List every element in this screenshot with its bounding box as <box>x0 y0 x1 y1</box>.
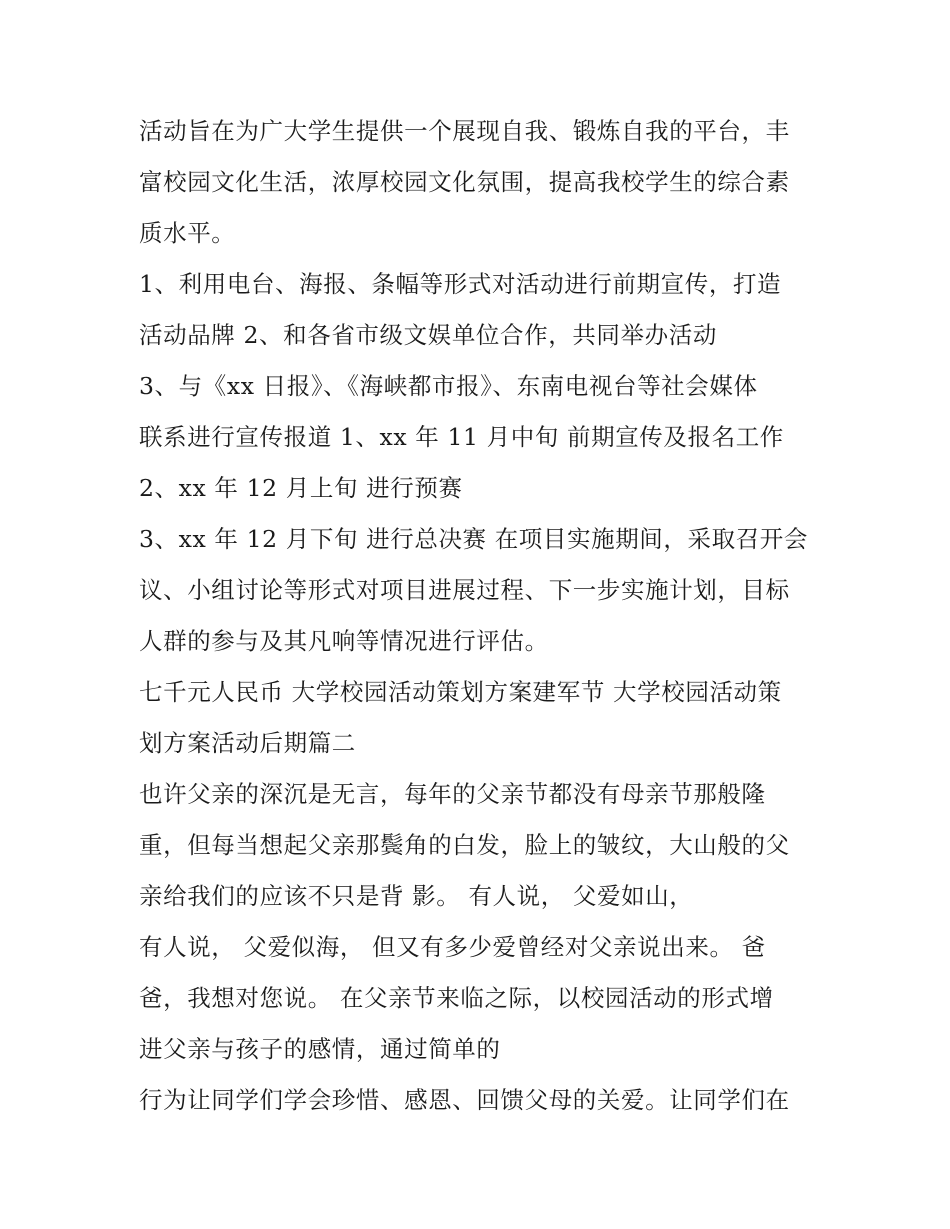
text-line: 活动旨在为广大学生提供一个展现自我、锻炼自我的平台，丰 <box>139 117 790 145</box>
text-line: 进父亲与孩子的感情，通过简单的 <box>139 1035 501 1063</box>
text-line: 3、xx 年 12 月下旬 进行总决赛 在项目实施期间，采取召开会 <box>139 525 809 553</box>
text-line: 活动品牌 2、和各省市级文娱单位合作，共同举办活动 <box>139 321 717 349</box>
text-line: 2、xx 年 12 月上旬 进行预赛 <box>139 474 463 502</box>
text-line: 爸，我想对您说。 在父亲节来临之际，以校园活动的形式增 <box>139 984 774 1012</box>
text-line: 重，但每当想起父亲那鬓角的白发，脸上的皱纹，大山般的父 <box>139 831 790 859</box>
text-line: 人群的参与及其凡响等情况进行评估。 <box>139 627 549 655</box>
text-line: 七千元人民币 大学校园活动策划方案建军节 大学校园活动策 <box>139 678 782 706</box>
text-line: 1、利用电台、海报、条幅等形式对活动进行前期宣传，打造 <box>139 270 782 298</box>
text-line: 富校园文化生活，浓厚校园文化氛围，提高我校学生的综合素 <box>139 168 790 196</box>
text-line: 行为让同学们学会珍惜、感恩、回馈父母的关爱。让同学们在 <box>139 1086 790 1114</box>
text-line: 3、与《xx 日报》、《海峡都市报》、东南电视台等社会媒体 <box>139 372 758 400</box>
document-body <box>139 106 829 1126</box>
text-line: 划方案活动后期篇二 <box>139 729 356 757</box>
text-line: 有人说， 父爱似海， 但又有多少爱曾经对父亲说出来。 爸 <box>139 933 766 961</box>
text-line: 也许父亲的深沉是无言，每年的父亲节都没有母亲节那般隆 <box>139 780 766 808</box>
text-line: 质水平。 <box>139 219 236 247</box>
text-line: 亲给我们的应该不只是背 影。 有人说， 父爱如山， <box>139 882 694 910</box>
text-line: 议、小组讨论等形式对项目进展过程、下一步实施计划，目标 <box>139 576 790 604</box>
text-line: 联系进行宣传报道 1、xx 年 11 月中旬 前期宣传及报名工作 <box>139 423 784 451</box>
